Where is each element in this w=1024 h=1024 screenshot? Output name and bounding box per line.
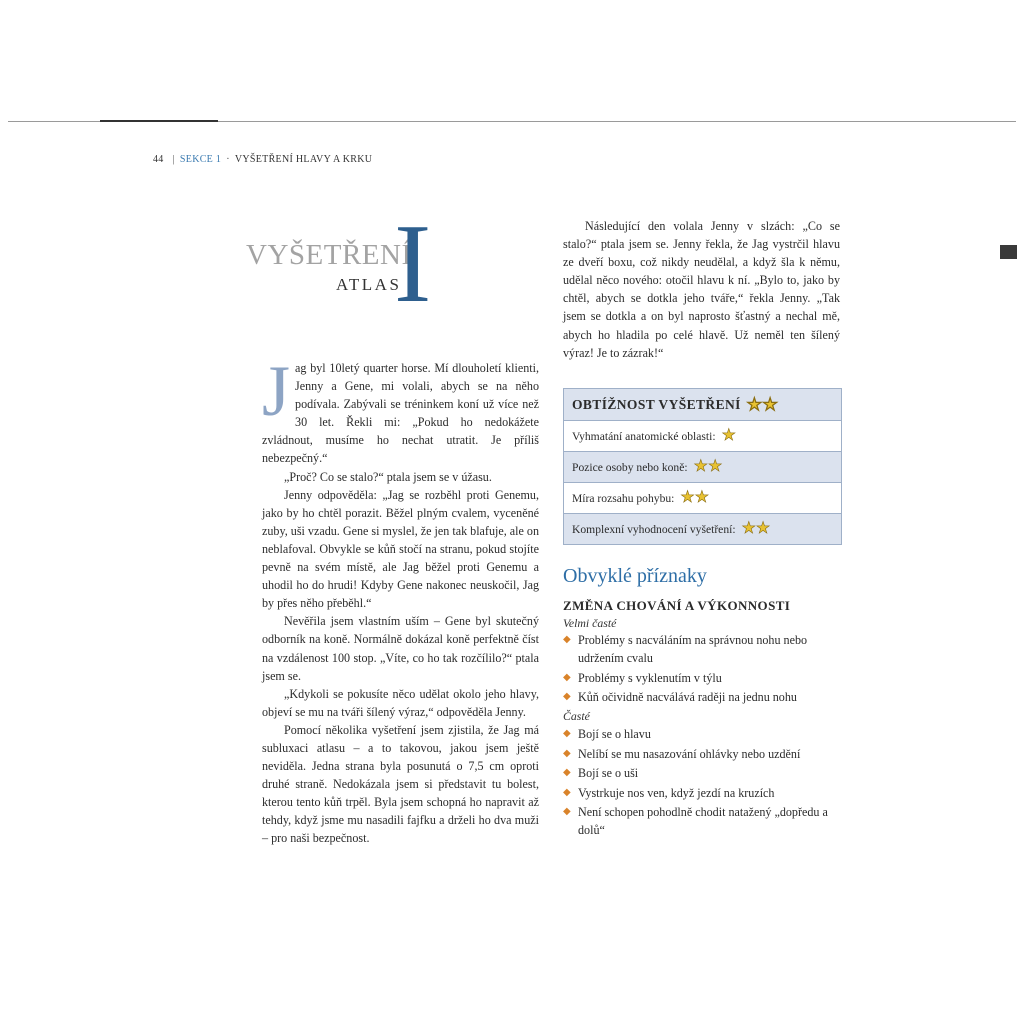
title-sub: ATLAS [336, 275, 402, 294]
diamond-bullet-icon: ◆ [563, 767, 571, 779]
star-icon: ★ [741, 520, 756, 537]
paragraph: Jag byl 10letý quarter horse. Mí dlouholetí klienti, Jenny a Gene, mi volali, abych se na něho podívala. Zabývali se tréninkem koní už více než 30 let. Řekli mi: „Pokud ho nedokážete zvládnout, musíme ho nechat utratit. Je příliš nebezpečný.“ [262, 351, 539, 466]
frequency-label: Časté [563, 709, 590, 723]
symptom-list [563, 631, 840, 708]
list-item: ◆ Bojí se o uši [563, 764, 840, 782]
chapter-label: VYŠETŘENÍ HLAVY A KRKU [234, 154, 373, 165]
diamond-bullet-icon: ◆ [563, 691, 571, 703]
section-label: SEKCE 1 [179, 154, 222, 165]
difficulty-row-label: Míra rozsahu pohybu: [572, 491, 675, 505]
difficulty-row-label: Pozice osoby nebo koně: [572, 460, 688, 474]
difficulty-row-label: Komplexní vyhodnocení vyšetření: [572, 522, 736, 536]
difficulty-table [563, 388, 842, 545]
running-head: 44 | SEKCE 1 · VYŠETŘENÍ HLAVY A KRKU [153, 154, 373, 165]
paragraph: „Proč? Co se stalo?“ ptala jsem se v úžasu. [284, 469, 492, 484]
paragraph: Pomocí několika vyšetření jsem zjistila, že Jag má subluxaci atlasu – a to takovou, jakou jsem ještě neviděla. Jedna strana byla posunutá o 7,5 cm oproti druhé straně. Nedokázala jsem si představit tu bolest, kterou tento kůň trpěl. Byla jsem schopná ho napravit až tehdy, když jsme mu nasadili fajfku a drželi ho dva muži – pro naši bezpečnost. [262, 722, 539, 846]
list-item: ◆ Není schopen pohodlně chodit natažený „dopředu a dolů“ [563, 805, 828, 838]
frequency-label: Velmi časté [563, 616, 617, 630]
star-icon: ★ [707, 458, 723, 475]
diamond-bullet-icon: ◆ [563, 728, 571, 739]
star-rating [680, 490, 709, 506]
difficulty-heading-label: OBTÍŽNOST VYŠETŘENÍ [572, 396, 741, 412]
difficulty-heading [564, 389, 841, 421]
diamond-bullet-icon: ◆ [563, 786, 571, 798]
paragraph: Následující den volala Jenny v slzách: „Co se stalo?“ ptala jsem se. Jenny řekla, že Jag vystrčil hlavu ze dveří boxu, což nikdy neudělal, a když šla k němu, udělal něco nového: otočil hlavu k ní. „Bylo to, jako by chtěl, abych se dotkla jeho tváře,“ řekla Jenny. „Tak jsem se dotkla a on byl naprosto šťastný a nechal mě, abych ho hladila po celé hlavě. Už neměl ten šílený výraz! Je to zázrak!“ [563, 219, 840, 360]
chapter-title [246, 202, 456, 326]
star-rating [747, 396, 778, 413]
paragraph: Jenny odpověděla: „Jag se rozběhl proti Genemu, jako by ho chtěl porazit. Běžel plným cvalem, vyceněné zuby, uši vzadu. Gene si myslel, že jen tak blafuje, ale on neblafoval. Obvykle se kůň stočí na stranu, pokud stojíte pevně na svém místě, ale Jag běžel proti Genemu a uhodil ho do hrudi! Kdyby Gene nakonec neuskočil, Jag by přes něho přeběhl.“ [262, 487, 539, 611]
title-main: VYŠETŘENÍ [246, 239, 412, 271]
paragraph: Nevěřila jsem vlastním uším – Gene byl skutečný odborník na koně. Normálně dokázal koně perfektně číst na vzdálenost 100 stop. „Víte, co ho tak rozčílilo?“ ptala jsem se. [262, 614, 539, 683]
section-thumb-tab [1000, 245, 1017, 259]
star-icon: ★ [762, 395, 779, 414]
difficulty-row [564, 452, 841, 483]
star-rating [722, 428, 736, 444]
diamond-bullet-icon: ◆ [563, 806, 571, 818]
difficulty-row [564, 483, 841, 514]
title-letter: I [394, 202, 432, 326]
diamond-bullet-icon: ◆ [563, 747, 571, 759]
star-icon: ★ [694, 489, 710, 506]
drop-cap: J [262, 351, 291, 431]
symptoms-subheading: ZMĚNA CHOVÁNÍ A VÝKONNOSTI [563, 598, 791, 613]
difficulty-row [564, 421, 841, 452]
difficulty-row-label: Vyhmatání anatomické oblasti: [572, 429, 716, 443]
symptom-list [563, 725, 840, 841]
diamond-bullet-icon: ◆ [563, 634, 571, 645]
paragraph: „Kdykoli se pokusíte něco udělat okolo jeho hlavy, objeví se mu na tváři šílený výraz,“ odpověděla Jenny. [262, 686, 539, 719]
star-rating [742, 521, 771, 537]
top-rule-accent [100, 120, 218, 122]
list-item: ◆ Nelíbí se mu nasazování ohlávky nebo uzdění [563, 745, 840, 763]
star-icon: ★ [693, 458, 708, 475]
diamond-bullet-icon: ◆ [563, 671, 571, 683]
star-icon: ★ [680, 489, 695, 506]
list-item: ◆ Kůň očividně nacválává raději na jednu nohu [563, 688, 840, 706]
difficulty-row [564, 514, 841, 544]
page-number: 44 [153, 154, 164, 165]
star-icon: ★ [755, 520, 771, 537]
list-item: ◆ Problémy s nacváláním na správnou nohu nebo udržením cvalu [563, 633, 808, 666]
star-rating [694, 459, 723, 475]
symptoms-heading: Obvyklé příznaky [563, 565, 707, 587]
star-icon: ★ [746, 395, 763, 414]
left-column [262, 351, 539, 848]
star-icon: ★ [721, 427, 736, 444]
list-item: ◆ Vystrkuje nos ven, když jezdí na kruzích [563, 784, 840, 802]
list-item: ◆ Bojí se o hlavu [563, 725, 840, 743]
list-item: ◆ Problémy s vyklenutím v týlu [563, 669, 840, 687]
right-column-text [563, 217, 840, 362]
